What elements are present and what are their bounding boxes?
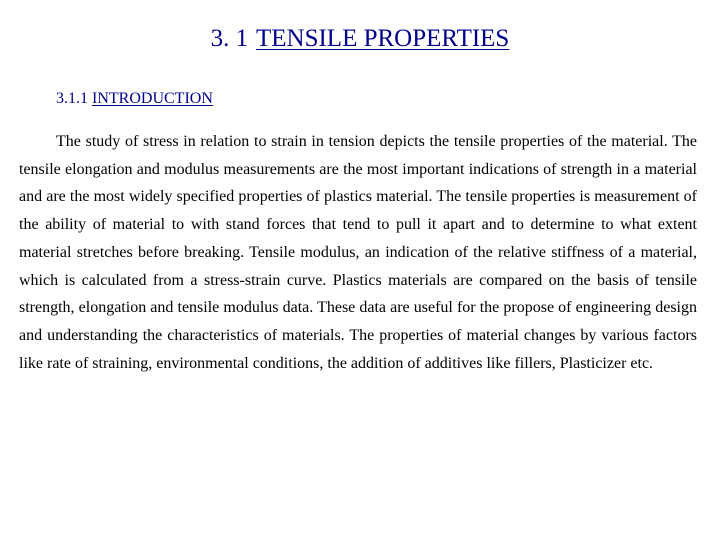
introduction-paragraph: The study of stress in relation to strain in tension depicts the tensile properties of the material. The tensile elongation and modulus measurements are the most important indications of strength in a material and are the most widely specified properties of plastics material. The tensile properties is measurement of the ability of material to with stand forces that tend to pull it apart and to determine to what extent material stretches before breaking. Tensile modulus, an indication of the relative stiffness of a material, which is calculated from a stress-strain curve. Plastics materials are compared on the basis of tensile strength, elongation and tensile modulus data. These data are useful for the propose of engineering design and understanding the characteristics of materials. The properties of material changes by various factors like rate of straining, environmental conditions, the addition of additives like fillers, Plasticizer etc. xyxy=(19,133,697,372)
subsection-heading xyxy=(56,88,213,110)
section-heading-text: TENSILE PROPERTIES xyxy=(255,25,510,52)
subsection-heading-text: INTRODUCTION xyxy=(92,90,213,107)
section-heading-number: 3. 1 xyxy=(210,25,249,52)
subsection-heading-number: 3.1.1 xyxy=(56,90,88,107)
section-heading xyxy=(0,22,720,56)
